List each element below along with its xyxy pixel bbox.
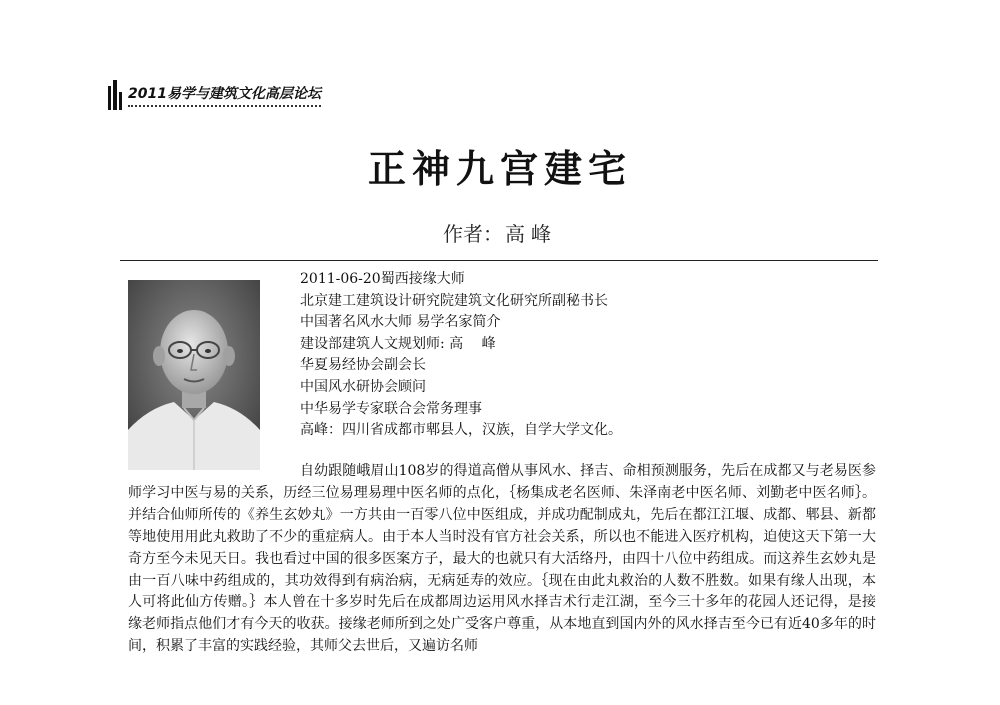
author-line: [0, 218, 1000, 247]
bio-line: 2011-06-20蜀西接缘大师: [300, 271, 465, 287]
author-bio: [300, 269, 622, 442]
header-bar-icon: [108, 80, 122, 110]
title-divider: [120, 260, 878, 261]
running-header: [108, 80, 321, 110]
bio-line: 建设部建筑人文规划师: 高 峰: [300, 335, 496, 352]
header-label: 2011易学与建筑文化高层论坛: [128, 83, 321, 107]
article-title: 正神九宫建宅: [367, 147, 632, 191]
bio-line: 北京建工建筑设计研究院建筑文化研究所副秘书长: [300, 292, 608, 309]
bio-line: 华夏易经协会副会长: [300, 357, 426, 374]
author-portrait-image: [128, 280, 260, 470]
bio-line: 中国著名风水大师 易学名家简介: [300, 314, 501, 331]
bio-line: 高峰：四川省成都市郫县人，汉族，自学大学文化。: [300, 422, 622, 439]
portrait-illustration: [128, 280, 260, 470]
bio-line: 中国风水研协会顾问: [300, 378, 426, 395]
body-paragraph: 自幼跟随峨眉山108岁的得道高僧从事风水、择吉、命相预测服务，先后在成都又与老易医参师学习中医与易的关系，历经三位易理易理中医名师的点化，｛杨集成老名医师、朱泽南老中医名师、刘勤老中医名师｝。并结合仙师所传的《养生玄妙丸》一方共由一百零八位中医组成，并成功配制成丸，先后在都江江堰、成都、郫县、新都等地使用用此丸救助了不少的重症病人。由于本人当时没有官方社会关系，所以也不能进入医疗机构，迫使这天下第一大奇方至今未见天日。我也看过中国的很多医案方子，最大的也就只有大活络丹，由四十八位中药组成。而这养生玄妙丸是由一百八味中药组成的，其功效得到有病治病，无病延寿的效应。｛现在由此丸救治的人数不胜数。如果有缘人出现，本人可将此仙方传赠。｝本人曾在十多岁时先后在成都周边运用风水择吉术行走江湖，至今三十多年的花园人还记得，是接缘老师指点他们才有今天的收获。接缘老师所到之处广受客户尊重，从本地直到国内外的风水择吉至今已有近40多年的时间，积累了丰富的实践经验，其师父去世后，又遍访名师: [128, 463, 876, 655]
author-prefix: 作者：: [443, 222, 503, 246]
bio-line: 中华易学专家联合会常务理事: [300, 400, 482, 417]
author-name: 高峰: [505, 222, 557, 246]
